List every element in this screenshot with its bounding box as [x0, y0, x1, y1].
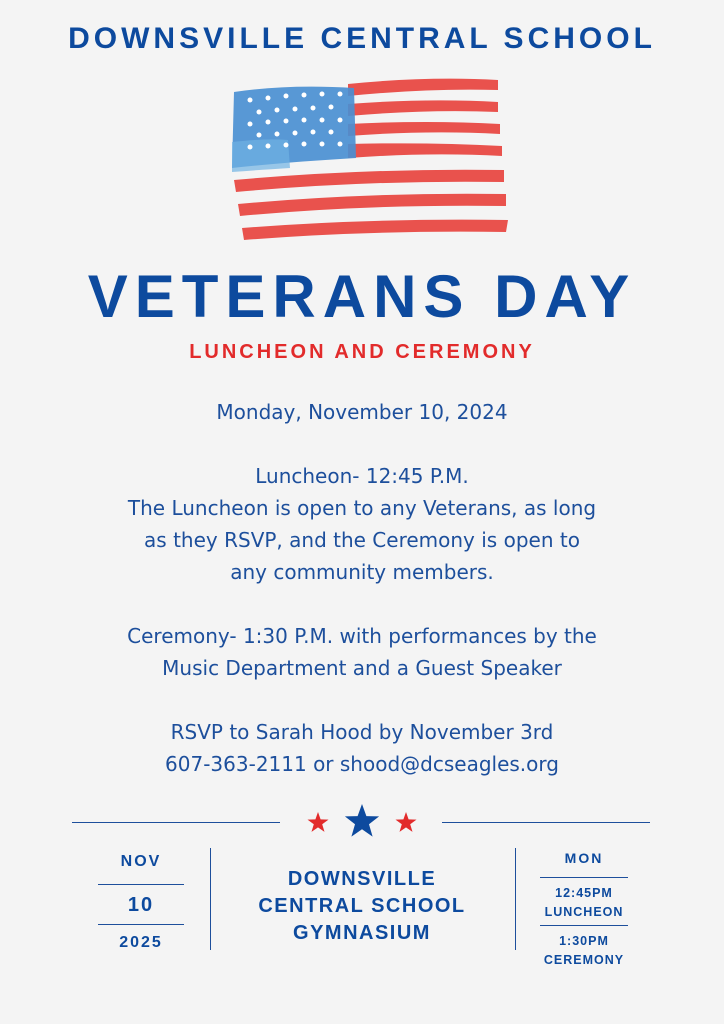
divider-stars	[302, 802, 422, 842]
footer-separator-right	[515, 848, 516, 950]
luncheon-line: any community members.	[230, 560, 494, 584]
star-icon	[396, 812, 417, 832]
footer-schedule-rule	[540, 925, 628, 926]
american-flag-icon	[228, 72, 512, 252]
luncheon-label: LUNCHEON	[544, 905, 624, 919]
venue-line: DOWNSVILLE	[287, 868, 437, 890]
footer-weekday: MON	[564, 850, 604, 866]
luncheon-paragraph	[0, 460, 724, 588]
star-icon	[345, 804, 379, 837]
event-subtitle: LUNCHEON AND CEREMONY	[189, 341, 535, 363]
luncheon-line: The Luncheon is open to any Veterans, as long	[127, 496, 597, 520]
ceremony-paragraph	[0, 620, 724, 684]
footer-separator-left	[210, 848, 211, 950]
school-name-heading: DOWNSVILLE CENTRAL SCHOOL	[68, 22, 656, 55]
footer-venue	[222, 866, 502, 947]
ceremony-time: 1:30PM	[559, 934, 609, 948]
footer-day: 10	[127, 894, 155, 916]
footer-schedule-rule	[540, 877, 628, 878]
event-date-line	[0, 396, 724, 428]
footer-year: 2025	[119, 934, 163, 951]
ceremony-line: Music Department and a Guest Speaker	[162, 656, 562, 680]
divider-line-right	[442, 822, 650, 823]
venue-line: GYMNASIUM	[293, 922, 431, 944]
rsvp-line: 607-363-2111 or shood@dcseagles.org	[165, 752, 559, 776]
event-title: VETERANS DAY	[87, 263, 637, 330]
star-icon	[308, 812, 329, 832]
footer-date-rule	[98, 884, 184, 885]
ceremony-line: Ceremony- 1:30 P.M. with performances by the	[127, 624, 597, 648]
footer-date-rule	[98, 924, 184, 925]
luncheon-line: as they RSVP, and the Ceremony is open to	[144, 528, 580, 552]
luncheon-line: Luncheon- 12:45 P.M.	[255, 464, 469, 488]
venue-line: CENTRAL SCHOOL	[258, 895, 466, 917]
rsvp-line: RSVP to Sarah Hood by November 3rd	[170, 720, 554, 744]
ceremony-label: CEREMONY	[543, 953, 625, 967]
luncheon-time: 12:45PM	[555, 886, 613, 900]
footer-month: NOV	[120, 853, 162, 870]
divider-line-left	[72, 822, 280, 823]
rsvp-paragraph	[0, 716, 724, 780]
date-text: Monday, November 10, 2024	[216, 400, 508, 424]
